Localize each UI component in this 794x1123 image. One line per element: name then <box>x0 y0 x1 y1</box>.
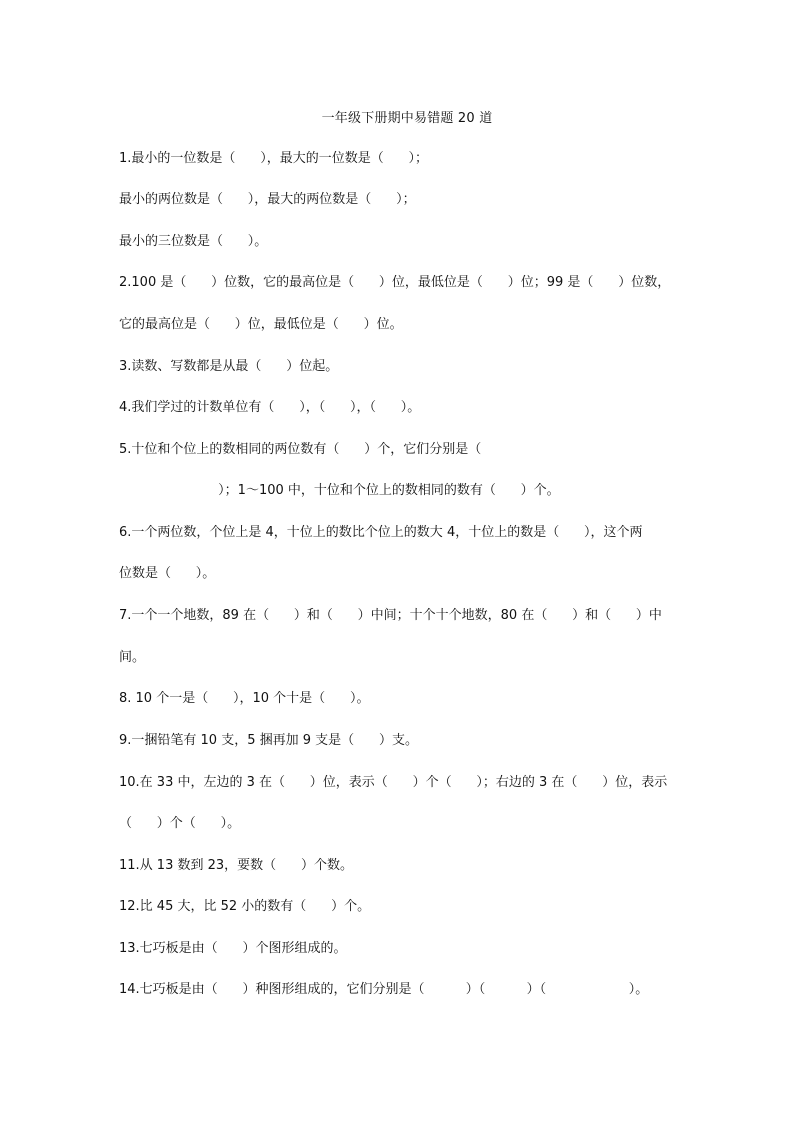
question-2-line-1: 2.100 是（ ）位数，它的最高位是（ ）位，最低位是（ ）位；99 是（ ）位数， <box>119 275 671 290</box>
question-5-line-1: 5.十位和个位上的数相同的两位数有（ ）个，它们分别是（ <box>119 442 482 457</box>
question-12: 12.比 45 大，比 52 小的数有（ ）个。 <box>119 899 371 914</box>
question-1-line-2: 最小的两位数是（ ），最大的两位数是（ ）； <box>119 192 416 207</box>
question-14: 14.七巧板是由（ ）种图形组成的，它们分别是（ ）（ ）（ ）。 <box>119 982 649 997</box>
question-10-line-2: （ ）个（ ）。 <box>119 816 241 831</box>
page-title: 一年级下册期中易错题 20 道 <box>321 111 493 126</box>
question-1-line-3: 最小的三位数是（ ）。 <box>119 234 268 249</box>
question-3: 3.读数、写数都是从最（ ）位起。 <box>119 359 339 374</box>
question-11: 11.从 13 数到 23，要数（ ）个数。 <box>119 858 353 873</box>
question-9: 9.一捆铅笔有 10 支，5 捆再加 9 支是（ ）支。 <box>119 733 418 748</box>
question-5-line-2: ）；1～100 中，十位和个位上的数相同的数有（ ）个。 <box>119 483 560 498</box>
question-13: 13.七巧板是由（ ）个图形组成的。 <box>119 941 347 956</box>
question-1-line-1: 1.最小的一位数是（ ），最大的一位数是（ ）； <box>119 151 428 166</box>
question-2-line-2: 它的最高位是（ ）位，最低位是（ ）位。 <box>119 317 403 332</box>
question-6-line-1: 6.一个两位数，个位上是 4，十位上的数比个位上的数大 4，十位上的数是（ ），这个两 <box>119 525 643 540</box>
question-6-line-2: 位数是（ ）。 <box>119 566 216 581</box>
question-8: 8. 10 个一是（ ），10 个十是（ ）。 <box>119 691 370 706</box>
question-7-line-2: 间。 <box>119 650 146 665</box>
question-10-line-1: 10.在 33 中，左边的 3 在（ ）位，表示（ ）个（ ）；右边的 3 在（ ）位，表示 <box>119 775 668 790</box>
question-7-line-1: 7.一个一个地数，89 在（ ）和（ ）中间；十个十个地数，80 在（ ）和（ ）中 <box>119 608 662 623</box>
question-4: 4.我们学过的计数单位有（ ），（ ），（ ）。 <box>119 400 421 415</box>
